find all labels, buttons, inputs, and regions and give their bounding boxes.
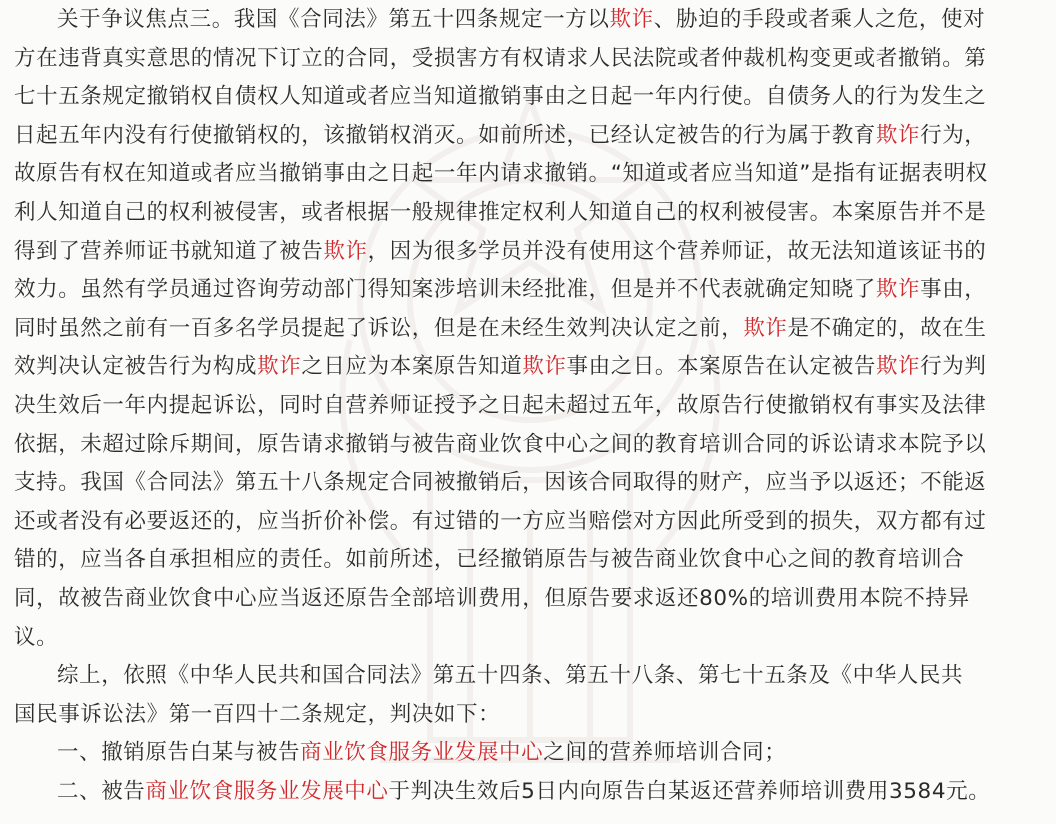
text-line: [14, 83, 986, 111]
text-segment: 关于争议焦点三。我国《合同法》第五十四条规定一方以: [57, 7, 610, 32]
text-segment: 依据，未超过除斥期间，原告请求撤销与被告商业饮食中心之间的教育培训合同的诉讼请求本院予以: [14, 431, 987, 457]
text-segment: 行为判: [920, 354, 987, 380]
text-line: [14, 45, 986, 73]
highlighted-term: 商业饮食服务业发展中心: [300, 740, 544, 766]
text-segment: 支持。我国《合同法》第五十八条规定合同被撤销后，因该合同取得的财产，应当予以返还；不能返: [14, 470, 987, 496]
text-segment: 一、撤销原告白某与被告: [57, 740, 301, 766]
text-segment: 错的，应当各自承担相应的责任。如前所述，已经撤销原告与被告商业饮食中心之间的教育培训合: [14, 547, 965, 573]
text-segment: 得到了营养师证书就知道了被告: [14, 238, 324, 264]
text-segment: 同时虽然之前有一百多名学员提起了诉讼，但是在未经生效判决认定之前，: [14, 315, 744, 341]
text-line: [14, 392, 986, 420]
text-line: [14, 546, 964, 574]
highlighted-term: 欺诈: [875, 354, 921, 380]
highlighted-term: 欺诈: [522, 354, 567, 380]
highlighted-term: 欺诈: [257, 354, 302, 380]
text-segment: 综上，依照《中华人民共和国合同法》第五十四条、第五十八条、第七十五条及《中华人民共: [57, 663, 964, 689]
highlighted-term: 商业饮食服务业发展中心: [145, 779, 389, 804]
text-line: [14, 431, 986, 459]
text-segment: 同，故被告商业饮食中心应当返还原告全部培训费用，但原告要求返还80%的培训费用本院不持异: [14, 586, 970, 611]
highlighted-term: 欺诈: [875, 122, 921, 148]
text-segment: 效力。虽然有学员通过咨询劳动部门得知案涉培训未经批准，但是并不代表就确定知晓了: [14, 277, 876, 303]
text-segment: 之间的营养师培训合同；: [543, 740, 787, 766]
text-line: [14, 238, 986, 266]
text-segment: 行为，: [920, 122, 987, 148]
text-line: [14, 353, 986, 381]
text-segment: 决生效后一年内提起诉讼，同时自营养师证授予之日起未超过五年，故原告行使撤销权有事实及法律: [14, 393, 987, 418]
text-segment: 、胁迫的手段或者乘人之危，使对: [653, 7, 986, 32]
text-segment: 国民事诉讼法》第一百四十二条规定，判决如下：: [14, 701, 501, 727]
text-segment: 二、被告: [57, 779, 146, 804]
text-segment: 方在违背真实意思的情况下订立的合同，受损害方有权请求人民法院或者仲裁机构变更或者撤销。第: [14, 45, 987, 71]
highlighted-term: 欺诈: [323, 238, 368, 264]
text-line: [14, 585, 970, 613]
text-line: [14, 122, 986, 150]
highlighted-term: 欺诈: [875, 277, 921, 303]
text-segment: ，因为很多学员并没有使用这个营养师证，故无法知道该证书的: [367, 238, 987, 264]
text-line: [14, 624, 58, 652]
text-segment: 事由，: [920, 277, 987, 303]
text-segment: 还或者没有必要返还的，应当折价补偿。有过错的一方应当赔偿对方因此所受到的损失，双方都有过: [14, 508, 987, 534]
text-line: [57, 778, 990, 806]
text-line: [14, 469, 986, 497]
text-line: [57, 662, 963, 690]
text-segment: 效判决认定被告行为构成: [14, 354, 258, 380]
highlighted-term: 欺诈: [743, 315, 788, 341]
text-line: [57, 6, 985, 34]
text-segment: 于判决生效后5日内向原告白某返还营养师培训费用3584元。: [388, 779, 991, 804]
highlighted-term: 欺诈: [609, 7, 654, 32]
text-segment: 事由之日。本案原告在认定被告: [566, 354, 876, 380]
text-segment: 七十五条规定撤销权自债权人知道或者应当知道撤销事由之日起一年内行使。自债务人的行为发生之: [14, 84, 987, 110]
text-line: [14, 160, 988, 188]
text-line: [57, 739, 786, 767]
text-segment: 议。: [14, 624, 59, 650]
text-segment: 是不确定的，故在生: [787, 315, 987, 341]
text-segment: 利人知道自己的权利被侵害，或者根据一般规律推定权利人知道自己的权利被侵害。本案原告并不是: [14, 200, 987, 225]
text-segment: 故原告有权在知道或者应当撤销事由之日起一年内请求撤销。“知道或者应当知道”是指有证据表明权: [14, 161, 988, 187]
text-segment: 之日应为本案原告知道: [301, 354, 523, 380]
text-segment: 日起五年内没有行使撤销权的，该撤销权消灭。如前所述，已经认定被告的行为属于教育: [14, 122, 876, 148]
text-line: [14, 199, 986, 227]
text-line: [14, 276, 986, 304]
text-line: [14, 315, 986, 343]
text-line: [14, 701, 500, 729]
text-line: [14, 508, 986, 536]
